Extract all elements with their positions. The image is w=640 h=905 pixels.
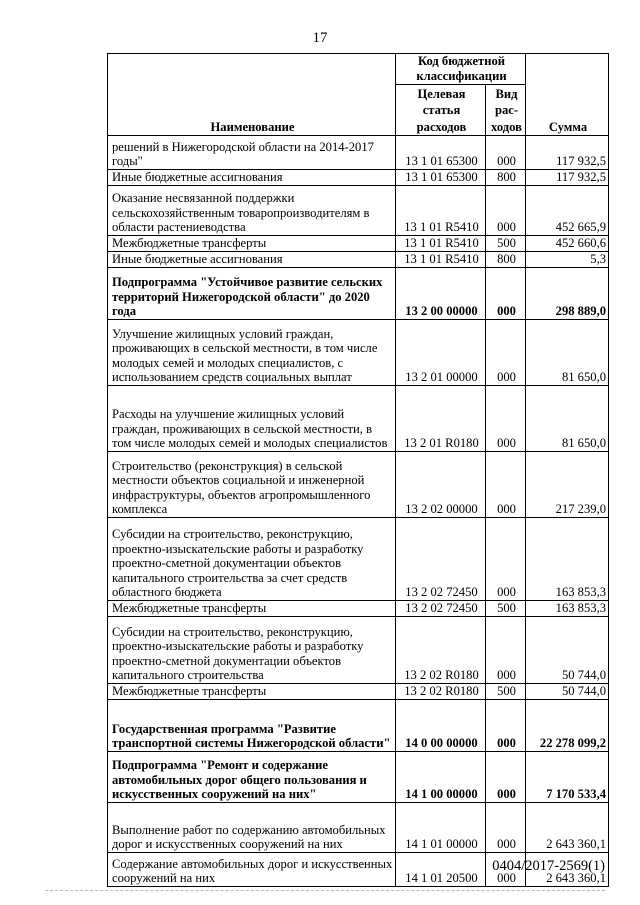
row-expense-type: 000: [486, 452, 526, 518]
row-target-code: 13 1 01 65300: [396, 170, 486, 186]
row-sum: 81 650,0: [526, 386, 609, 452]
row-expense-type: 000: [486, 518, 526, 601]
table-row: [108, 268, 609, 320]
row-sum: 2 643 360,1: [526, 853, 609, 887]
row-target-code: 13 2 02 72450: [396, 601, 486, 617]
row-expense-type: 800: [486, 252, 526, 268]
table-row: [108, 752, 609, 803]
row-name: Расходы на улучшение жилищных условий граждан, проживающих в сельской местности, в том числе молодых семей и молодых специалистов: [108, 386, 396, 452]
row-name: Иные бюджетные ассигнования: [108, 252, 396, 268]
row-name: Государственная программа "Развитие транспортной системы Нижегородской области": [108, 700, 396, 752]
table-row: [108, 684, 609, 700]
row-sum: 7 170 533,4: [526, 752, 609, 803]
row-sum: 22 278 099,2: [526, 700, 609, 752]
row-sum: 50 744,0: [526, 684, 609, 700]
row-name: Межбюджетные трансферты: [108, 601, 396, 617]
row-expense-type: 000: [486, 752, 526, 803]
header-name: Наименование: [108, 54, 396, 136]
row-name: Улучшение жилищных условий граждан, проживающих в сельской местности, в том числе молодых семей и молодых специалистов, с использованием средств социальных выплат: [108, 320, 396, 386]
row-target-code: 13 2 02 R0180: [396, 684, 486, 700]
header-classification: Код бюджетной классификации: [396, 54, 526, 85]
row-expense-type: 000: [486, 803, 526, 853]
row-target-code: 13 2 02 72450: [396, 518, 486, 601]
row-expense-type: 000: [486, 136, 526, 170]
table-row: [108, 803, 609, 853]
row-sum: 50 744,0: [526, 617, 609, 684]
row-expense-type: 000: [486, 853, 526, 887]
row-name: решений в Нижегородской области на 2014-2017 годы": [108, 136, 396, 170]
row-expense-type: 000: [486, 320, 526, 386]
row-expense-type: 000: [486, 700, 526, 752]
row-sum: 217 239,0: [526, 452, 609, 518]
header-expense-type: Вид рас-ходов: [486, 85, 526, 136]
footer-divider: [45, 890, 605, 891]
row-target-code: 14 0 00 00000: [396, 700, 486, 752]
row-expense-type: 500: [486, 236, 526, 252]
row-name: Строительство (реконструкция) в сельской местности объектов социальной и инженерной инфраструктуры, объектов агропромышленного комплекса: [108, 452, 396, 518]
row-sum: 2 643 360,1: [526, 803, 609, 853]
row-name: Межбюджетные трансферты: [108, 684, 396, 700]
document-code: 0404/2017-2569(1): [492, 858, 605, 874]
row-target-code: 13 1 01 65300: [396, 136, 486, 170]
row-target-code: 13 2 01 R0180: [396, 386, 486, 452]
row-sum: 117 932,5: [526, 170, 609, 186]
table-row: [108, 186, 609, 236]
row-sum: 163 853,3: [526, 601, 609, 617]
row-name: Подпрограмма "Ремонт и содержание автомобильных дорог общего пользования и искусственных сооружений на них": [108, 752, 396, 803]
table-row: [108, 700, 609, 752]
row-sum: 81 650,0: [526, 320, 609, 386]
row-target-code: 13 1 01 R5410: [396, 236, 486, 252]
row-sum: 452 660,6: [526, 236, 609, 252]
row-target-code: 14 1 01 00000: [396, 803, 486, 853]
row-sum: 163 853,3: [526, 518, 609, 601]
header-sum: Сумма: [526, 54, 609, 136]
table-row: [108, 518, 609, 601]
row-target-code: 13 2 00 00000: [396, 268, 486, 320]
row-name: Оказание несвязанной поддержки сельскохозяйственным товаропроизводителям в области растениеводства: [108, 186, 396, 236]
row-target-code: 14 1 00 00000: [396, 752, 486, 803]
row-sum: 298 889,0: [526, 268, 609, 320]
row-expense-type: 500: [486, 601, 526, 617]
row-name: Субсидии на строительство, реконструкцию, проектно-изыскательские работы и разработку проектно-сметной документации объектов капитального строительства за счет средств областного бюджета: [108, 518, 396, 601]
row-expense-type: 000: [486, 268, 526, 320]
row-name: Подпрограмма "Устойчивое развитие сельских территорий Нижегородской области" до 2020 года: [108, 268, 396, 320]
header-target-article: Целевая статья расходов: [396, 85, 486, 136]
table-row: [108, 252, 609, 268]
table-row: [108, 386, 609, 452]
row-name: Содержание автомобильных дорог и искусственных сооружений на них: [108, 853, 396, 887]
row-sum: 117 932,5: [526, 136, 609, 170]
row-target-code: 13 1 01 R5410: [396, 186, 486, 236]
table-row: [108, 601, 609, 617]
budget-table: [107, 53, 609, 887]
row-target-code: 13 2 01 00000: [396, 320, 486, 386]
row-target-code: 13 2 02 00000: [396, 452, 486, 518]
table-row: [108, 617, 609, 684]
row-name: Межбюджетные трансферты: [108, 236, 396, 252]
table-row: [108, 136, 609, 170]
row-expense-type: 800: [486, 170, 526, 186]
row-name: Субсидии на строительство, реконструкцию, проектно-изыскательские работы и разработку проектно-сметной документации объектов капитального строительства: [108, 617, 396, 684]
table-row: [108, 320, 609, 386]
row-sum: 5,3: [526, 252, 609, 268]
row-target-code: 13 1 01 R5410: [396, 252, 486, 268]
table-body: [108, 136, 609, 887]
row-name: Выполнение работ по содержанию автомобильных дорог и искусственных сооружений на них: [108, 803, 396, 853]
table-header: [108, 54, 609, 136]
row-sum: 452 665,9: [526, 186, 609, 236]
table-row: [108, 452, 609, 518]
page-number: 17: [312, 30, 328, 46]
row-name: Иные бюджетные ассигнования: [108, 170, 396, 186]
row-expense-type: 000: [486, 186, 526, 236]
row-expense-type: 500: [486, 684, 526, 700]
table-row: [108, 236, 609, 252]
row-target-code: 13 2 02 R0180: [396, 617, 486, 684]
row-expense-type: 000: [486, 386, 526, 452]
row-target-code: 14 1 01 20500: [396, 853, 486, 887]
table-row: [108, 170, 609, 186]
row-expense-type: 000: [486, 617, 526, 684]
